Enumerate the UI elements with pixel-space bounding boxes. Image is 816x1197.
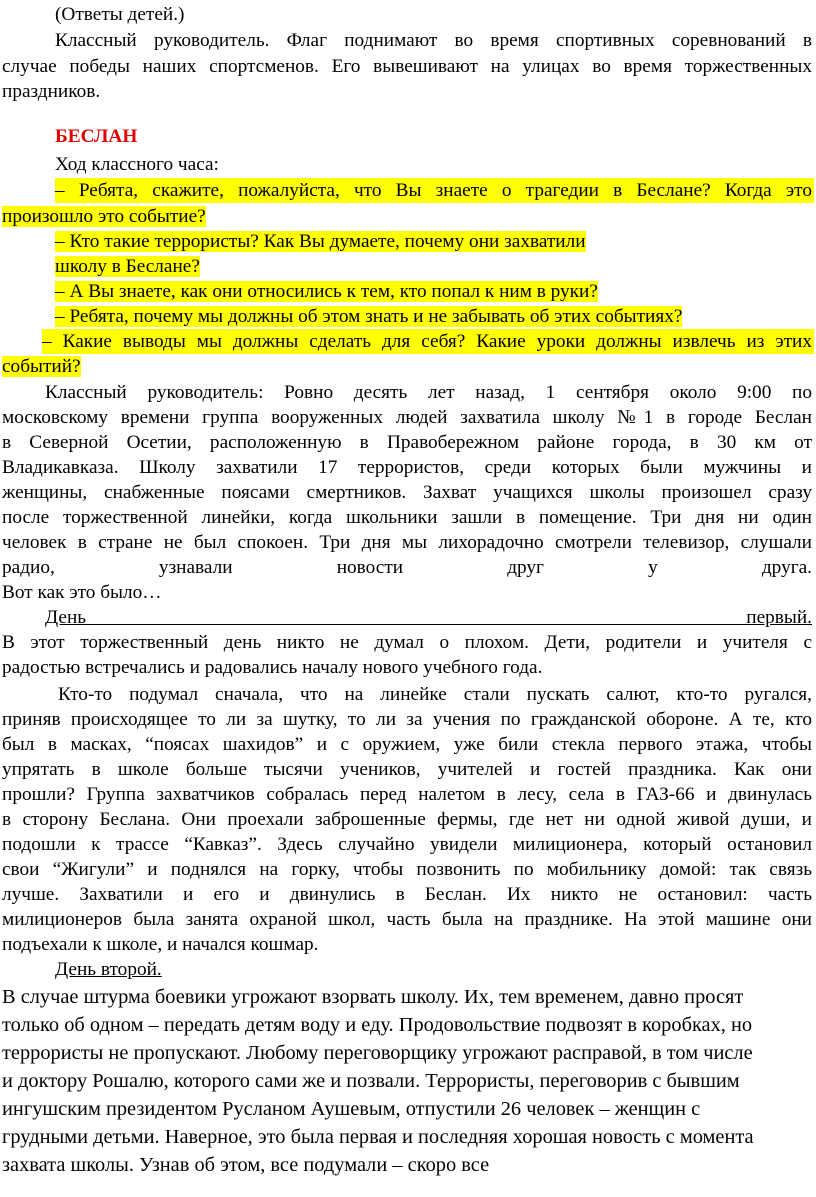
paragraph-line: случае победы наших спортсменов. Его вывешивают на улицах во время торжественных — [2, 56, 812, 77]
highlighted-text: – Ребята, почему мы должны об этом знать и не забывать об этих событиях? — [55, 306, 683, 327]
paragraph-line: человек в стране не был спокоен. Три дня мы лихорадочно смотрели телевизор, слушали — [2, 532, 812, 553]
highlighted-question-line: – Ребята, скажите, пожалуйста, что Вы знаете о трагедии в Беслане? Когда это — [55, 180, 812, 201]
day-heading: День второй. — [55, 959, 162, 980]
paragraph-line: захвата школы. Узнав об этом, все подумали – скоро все — [2, 1154, 490, 1176]
highlighted-text: – Кто такие террористы? Как Вы думаете, почему они захватили — [55, 231, 586, 252]
highlighted-question-line — [0, 304, 816, 329]
paragraph-line: подошли к трассе “Кавказ”. Здесь случайно увидели милиционера, который остановил — [2, 834, 812, 855]
paragraph-line: радио, узнавали новости друг у друга. — [2, 557, 812, 578]
highlighted-question-line — [0, 279, 816, 304]
paragraph-line: женщины, снабженные поясами смертников. Захват учащихся школы произошел сразу — [2, 482, 812, 503]
paragraph-line: прошли? Группа захватчиков собралась перед налетом в лесу, села в ГАЗ-66 и двинулась — [2, 784, 812, 805]
paragraph-line: лучше. Захватили и его и двинулись в Беслан. Их никто не остановил: часть — [2, 884, 812, 905]
paragraph-line: свои “Жигули” и поднялся на горку, чтобы позвонить по мобильнику домой: так связь — [2, 859, 812, 880]
paragraph-line: грудными детьми. Наверное, это была первая и последняя хорошая новость с момента — [2, 1126, 754, 1148]
paragraph-line: ингушским президентом Русланом Аушевым, отпустили 26 человек – женщин с — [2, 1098, 701, 1120]
highlighted-text: – А Вы знаете, как они относились к тем, кто попал к ним в руки? — [55, 281, 598, 302]
paragraph-line: Кто-то подумал сначала, что на линейке стали пускать салют, кто-то ругался, — [58, 684, 812, 705]
paragraph-line: московскому времени группа вооруженных людей захватила школу №1 в городе Беслан — [2, 407, 812, 428]
section-title: БЕСЛАН — [55, 126, 138, 147]
paragraph-line: и доктору Рошалю, которого сами же и позвали. Террористы, переговорив с бывшим — [2, 1070, 740, 1092]
highlighted-text: школу в Беслане? — [55, 256, 200, 277]
paragraph-line: террористы не пропускают. Любому переговорщику угрожают расправой, в том числе — [2, 1042, 753, 1064]
paragraph-line: В случае штурма боевики угрожают взорвать школу. Их, тем временем, давно просят — [2, 986, 744, 1008]
paragraph-line: приняв происходящее то ли за шутку, то ли за учения по гражданской обороне. А те, кто — [2, 709, 812, 730]
paragraph-line: Классный руководитель: Ровно десять лет назад, 1 сентября около 9:00 по — [45, 382, 812, 403]
paragraph-line: только об одном – передать детям воду и еду. Продовольствие подвозят в коробках, но — [2, 1014, 753, 1036]
paragraph-line: милиционеров была занята охраной школ, часть была на празднике. На этой машине они — [2, 909, 812, 930]
highlighted-text: произошло это событие? — [2, 206, 206, 227]
paragraph-line: Ход классного часа: — [55, 154, 219, 175]
paragraph-line: упрятать в школе больше тысячи учеников, учителей и гостей праздника. Как они — [2, 759, 812, 780]
paragraph-line: праздников. — [2, 81, 101, 102]
highlighted-question-line — [0, 229, 816, 254]
paragraph-line: в Северной Осетии, расположенную в Правобережном районе города, в 30 км от — [2, 432, 812, 453]
paragraph-line: был в масках, “поясах шахидов” и с оружием, уже били стекла первого этажа, чтобы — [2, 734, 812, 755]
highlighted-question-line: – Какие выводы мы должны сделать для себя? Какие уроки должны извлечь из этих — [42, 331, 812, 352]
paragraph-line: Классный руководитель. Флаг поднимают во время спортивных соревнований в — [55, 30, 812, 51]
paragraph-line: Владикавказа. Школу захватили 17 террористов, среди которых были мужчины и — [2, 457, 812, 478]
paragraph-line: В этот торжественный день никто не думал о плохом. Дети, родители и учителя с — [2, 632, 812, 653]
highlighted-question-line — [0, 354, 816, 379]
paragraph-line: (Ответы детей.) — [55, 4, 185, 25]
highlighted-text: событий? — [2, 356, 81, 377]
day-heading: День первый. — [45, 607, 812, 628]
paragraph-line: Вот как это было… — [2, 582, 162, 603]
paragraph-line: подъехали к школе, и начался кошмар. — [2, 934, 319, 955]
highlighted-question-line — [0, 254, 816, 279]
paragraph-line: в сторону Беслана. Они проехали заброшенные фермы, где нет ни одной живой души, и — [2, 809, 812, 830]
paragraph-line: после торжественной линейки, когда школьники зашли в помещение. Три дня ни один — [2, 507, 812, 528]
paragraph-line: радостью встречались и радовались началу нового учебного года. — [2, 657, 543, 678]
highlighted-question-line — [0, 204, 816, 229]
